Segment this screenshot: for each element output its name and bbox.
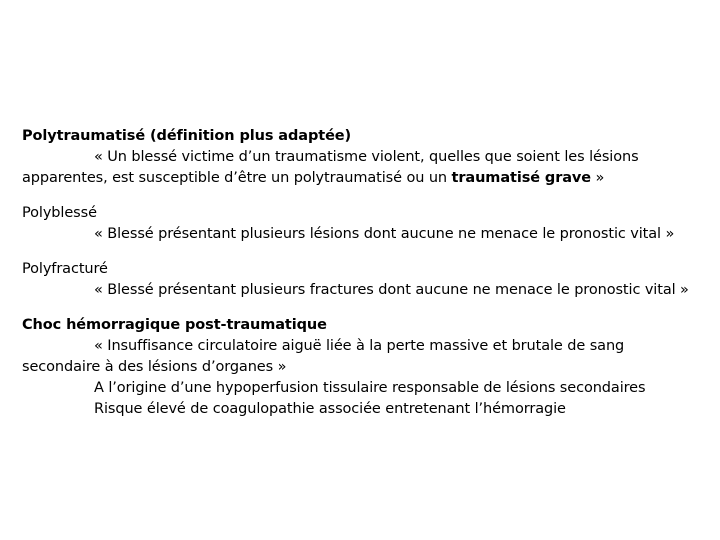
definition-choc-hemorragique <box>22 315 712 420</box>
definition-text: « Insuffisance circulatoire aiguë liée à la perte massive et brutale de sang <box>94 338 625 354</box>
definition-text-continued: secondaire à des lésions d’organes » <box>22 359 287 375</box>
definition-polytraumatise <box>22 126 712 189</box>
section-title: Choc hémorragique post-traumatique <box>22 317 327 333</box>
definition-text: « Blessé présentant plusieurs lésions dont aucune ne menace le pronostic vital » <box>94 226 675 242</box>
definition-text-part: apparentes, est susceptible d’être un polytraumatisé ou un <box>22 170 452 186</box>
bold-term: traumatisé grave <box>451 170 592 186</box>
section-title: Polytraumatisé (définition plus adaptée) <box>22 128 352 144</box>
definition-text: « Un blessé victime d’un traumatisme violent, quelles que soient les lésions <box>94 149 639 165</box>
section-title: Polyfracturé <box>22 261 108 277</box>
definition-text: « Blessé présentant plusieurs fractures dont aucune ne menace le pronostic vital » <box>94 282 689 298</box>
definition-note: Risque élevé de coagulopathie associée entretenant l’hémorragie <box>94 401 566 417</box>
definition-polyfracture <box>22 259 712 301</box>
definition-text-continued <box>22 168 712 189</box>
definition-polyblesse <box>22 203 712 245</box>
definition-note: A l’origine d’une hypoperfusion tissulaire responsable de lésions secondaires <box>94 380 646 396</box>
definitions-content <box>22 126 712 420</box>
section-title: Polyblessé <box>22 205 97 221</box>
closing-quote: » <box>591 170 605 186</box>
